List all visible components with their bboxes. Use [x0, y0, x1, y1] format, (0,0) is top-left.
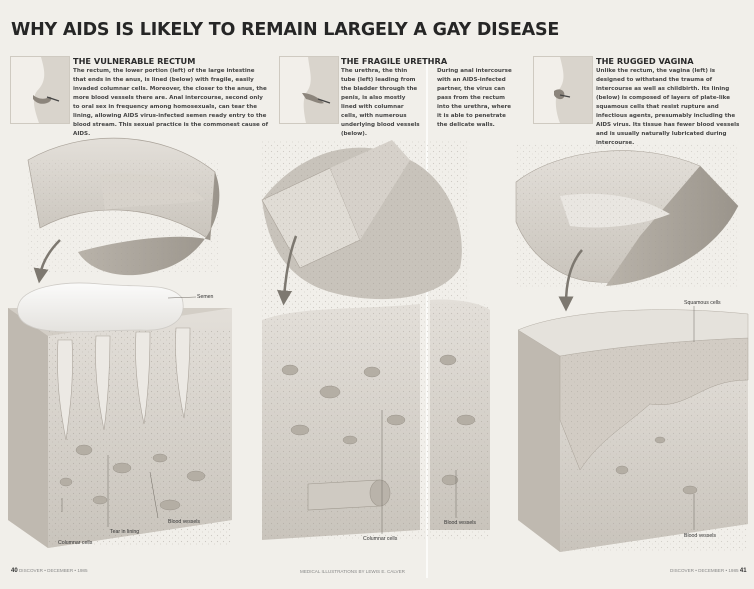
label-blood-vessels-vagina: Blood vessels	[684, 533, 717, 539]
urethra-text-continued: During anal intercourse with an AIDS-infected partner, the virus can pass from the rectum into the urethra, where it is able to penetrate the delicate walls.	[437, 68, 512, 128]
illustration-credit: MEDICAL ILLUSTRATIONS BY LEWIS E. CALVER	[300, 569, 406, 574]
urethra-title: THE FRAGILE URETHRA	[341, 56, 448, 66]
label-tear-in-lining: Tear in lining	[110, 529, 140, 535]
rectum-tube-illustration	[28, 138, 219, 276]
label-blood-vessels-urethra: Blood vessels	[444, 520, 477, 526]
rectum-text: The rectum, the lower portion (left) of the large intestine that ends in the anus, is lined (below) with fragile, easily invaded columnar cells. Moreover, the closer to the anus, the more blood vessels there are. Anal intercourse, second only to oral sex in frequency among homosexuals, can tear the lining, allowing AIDS virus-infected semen ready entry to the blood stream. This sexual practice is the commonest cause of AIDS.	[73, 68, 269, 137]
footer-right	[670, 568, 747, 574]
urethra-tissue-block	[262, 299, 490, 540]
vagina-tube-illustration	[516, 144, 738, 304]
vagina-tissue-block	[518, 306, 748, 552]
page-number-left: 40	[11, 568, 18, 574]
headline: WHY AIDS IS LIKELY TO REMAIN LARGELY A GAY DISEASE	[11, 20, 560, 40]
urethra-tube-illustration	[262, 140, 467, 305]
footer-left-meta: DISCOVER • DECEMBER • 1985	[18, 568, 88, 573]
rectum-tissue-block	[8, 283, 232, 548]
label-columnar-cells-urethra: Columnar cells	[363, 536, 398, 542]
footer-right-meta: DISCOVER • DECEMBER • 1985	[670, 568, 739, 573]
vagina-text: Unlike the rectum, the vagina (left) is designed to withstand the trauma of intercourse as well as childbirth. Its lining (below) is composed of layers of plate-like squamous cells that resist rupture and infectious agents, presumably including the AIDS virus. Its tissue has fewer blood vessels and is usually naturally lubricated during intercourse.	[596, 68, 740, 146]
label-squamous-cells: Squamous cells	[684, 300, 721, 306]
vagina-title: THE RUGGED VAGINA	[596, 56, 694, 66]
page-number-right: 41	[739, 568, 747, 574]
footer-left	[11, 568, 88, 574]
label-columnar-cells-rectum: Columnar cells	[58, 540, 93, 546]
rectum-title: THE VULNERABLE RECTUM	[73, 56, 196, 66]
urethra-text: The urethra, the thin tube (left) leading from the bladder through the penis, is also mostly lined with columnar cells, with numerous underlying blood vessels (below).	[341, 68, 420, 137]
label-blood-vessels-rectum: Blood vessels	[168, 519, 201, 525]
label-semen: Semen	[197, 294, 214, 300]
